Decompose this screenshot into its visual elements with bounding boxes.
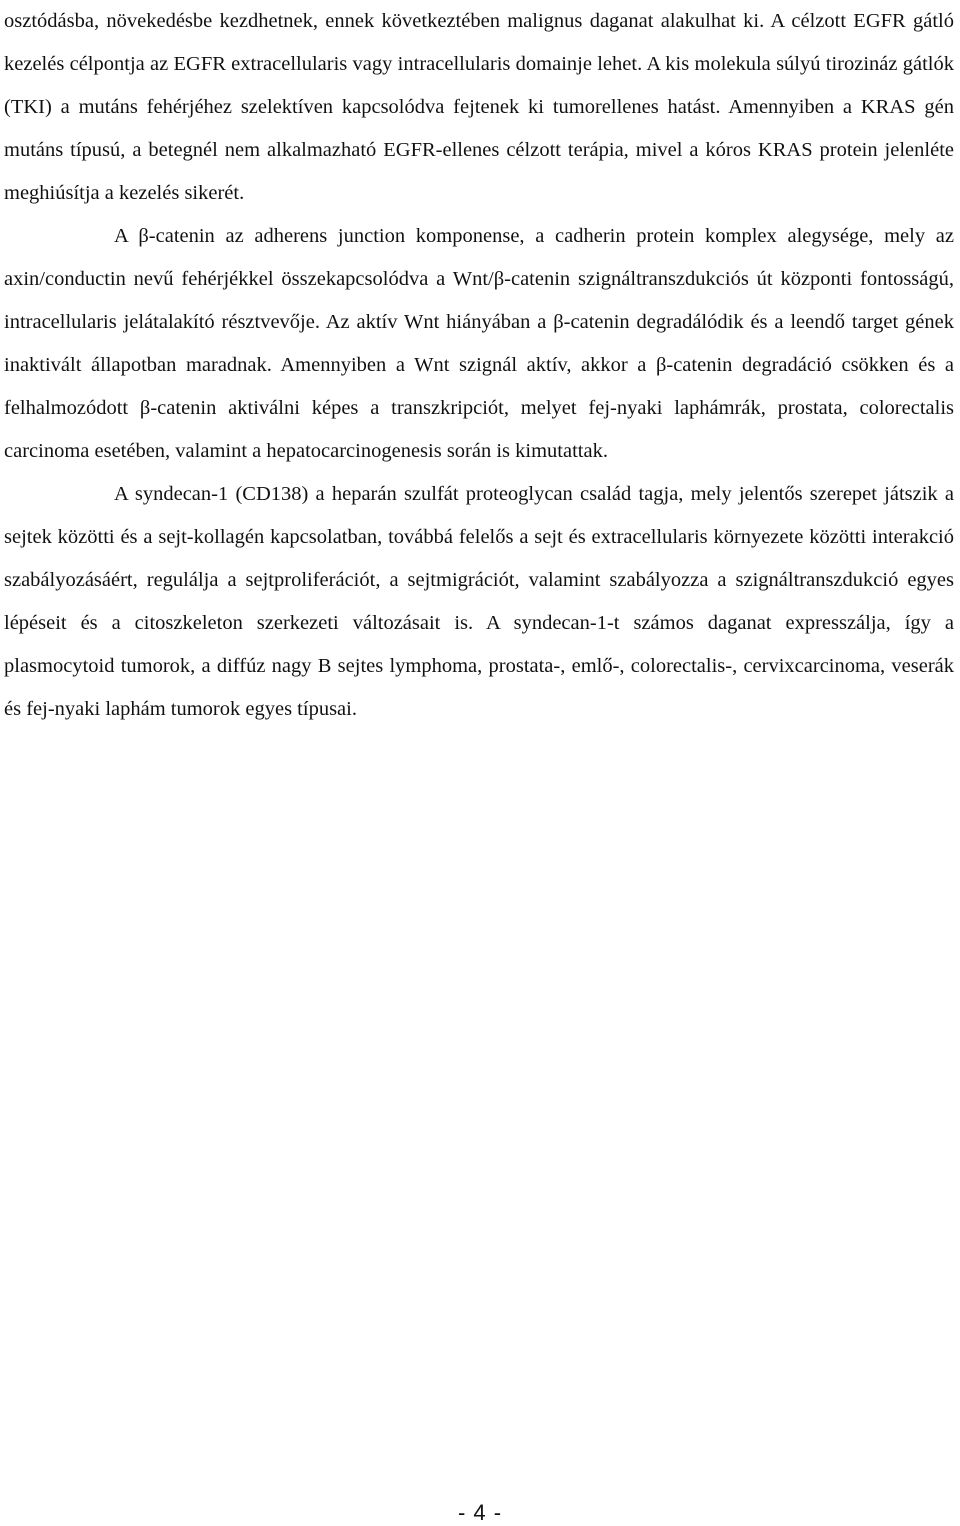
page-number: - 4 - xyxy=(457,1500,503,1525)
body-text xyxy=(4,0,954,731)
paragraph-beta-catenin: A β-catenin az adherens junction komponense, a cadherin protein komplex alegysége, mely az axin/conductin nevű fehérjékkel összekapcsolódva a Wnt/β-catenin szignáltranszdukciós út központi fontosságú, intracellularis jelátalakító résztvevője. Az aktív Wnt hiányában a β-catenin degradálódik és a leendő target gének inaktivált állapotban maradnak. Amennyiben a Wnt szignál aktív, akkor a β-catenin degradáció csökken és a felhalmozódott β-catenin aktiválni képes a transzkripciót, melyet fej-nyaki laphámrák, prostata, colorectalis carcinoma esetében, valamint a hepatocarcinogenesis során is kimutattak. xyxy=(4,225,954,462)
paragraph-egfr-kras: osztódásba, növekedésbe kezdhetnek, ennek következtében malignus daganat alakulhat ki. A célzott EGFR gátló kezelés célpontja az EGFR extracellularis vagy intracellularis domainje lehet. A kis molekula súlyú tirozináz gátlók (TKI) a mutáns fehérjéhez szelektíven kapcsolódva fejtenek ki tumorellenes hatást. Amennyiben a KRAS gén mutáns típusú, a betegnél nem alkalmazható EGFR-ellenes célzott terápia, mivel a kóros KRAS protein jelenléte meghiúsítja a kezelés sikerét. xyxy=(4,10,954,204)
paragraph-syndecan: A syndecan-1 (CD138) a heparán szulfát proteoglycan család tagja, mely jelentős szerepet játszik a sejtek közötti és a sejt-kollagén kapcsolatban, továbbá felelős a sejt és extracellularis környezete közötti interakció szabályozásáért, regulálja a sejtproliferációt, a sejtmigrációt, valamint szabályozza a szignáltranszdukció egyes lépéseit és a citoszkeleton szerkezeti változásait is. A syndecan-1-t számos daganat expresszálja, így a plasmocytoid tumorok, a diffúz nagy B sejtes lymphoma, prostata-, emlő-, colorectalis-, cervixcarcinoma, veserák és fej-nyaki laphám tumorok egyes típusai. xyxy=(4,483,954,720)
